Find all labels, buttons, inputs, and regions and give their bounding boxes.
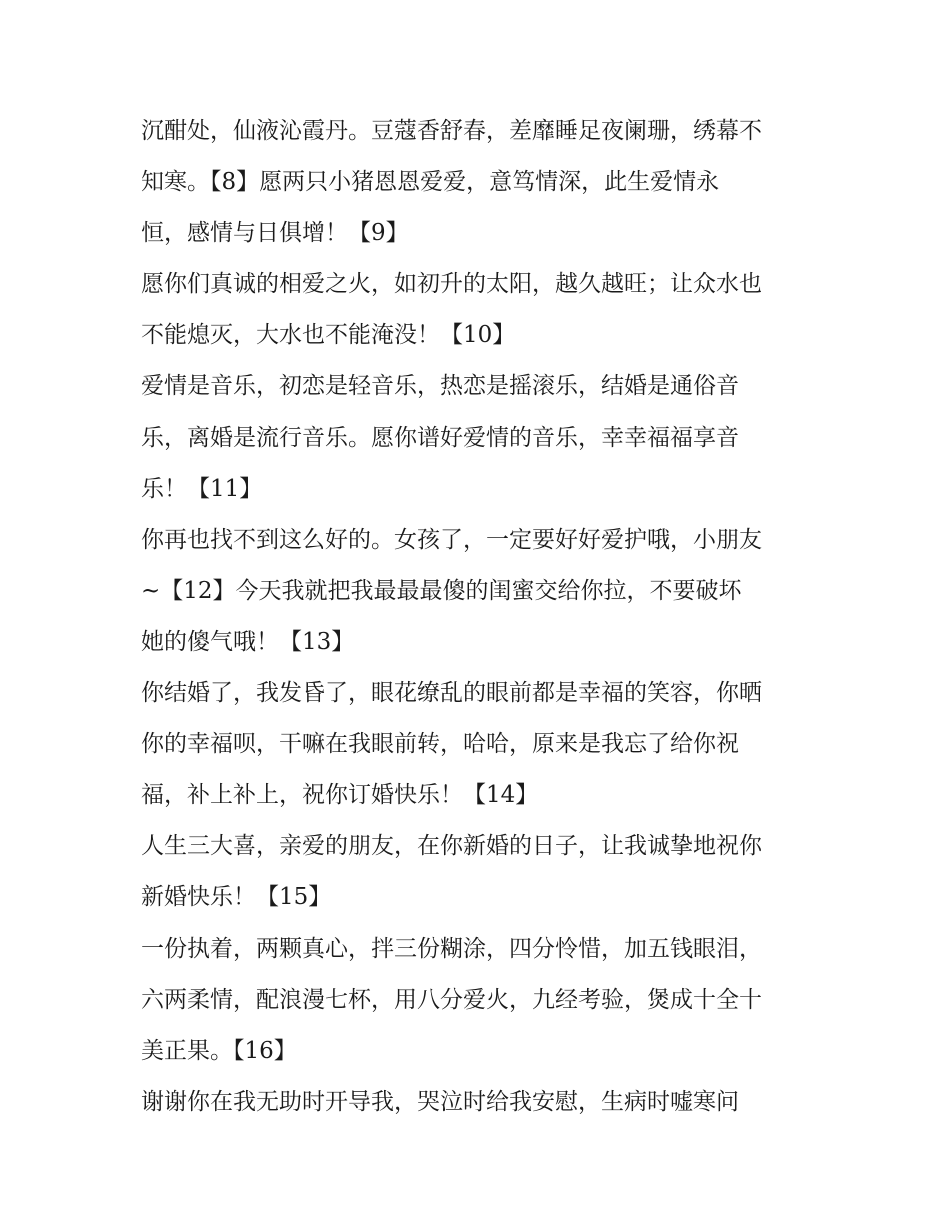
text-line: 福，补上补上，祝你订婚快乐！【14】 [141, 782, 539, 809]
text-line: 美正果。【16】 [141, 1037, 297, 1064]
text-line: 她的傻气哦！【13】 [141, 628, 355, 655]
text-line: 一份执着，两颗真心，拌三份糊涂，四分怜惜，加五钱眼泪， [141, 935, 762, 962]
text-line: 恒，感情与日俱增！【9】 [141, 220, 409, 247]
text-line: 你再也找不到这么好的。女孩了，一定要好好爱护哦，小朋友 [141, 526, 762, 553]
text-line: 知寒。【8】愿两只小猪恩恩爱爱，意笃情深，此生爱情永 [141, 169, 720, 196]
text-line: 新婚快乐！【15】 [141, 884, 332, 911]
text-line: ~【12】今天我就把我最最最傻的闺蜜交给你拉，不要破坏 [141, 577, 742, 604]
text-line: 你结婚了，我发昏了，眼花缭乱的眼前都是幸福的笑容，你晒 [141, 680, 762, 707]
text-line: 六两柔情，配浪漫七杯，用八分爱火，九经考验，煲成十全十 [141, 986, 762, 1013]
text-line: 谢谢你在我无助时开导我，哭泣时给我安慰，生病时嘘寒问 [141, 1088, 739, 1115]
text-line: 沉酣处，仙液沁霞丹。豆蔻香舒春，差靡睡足夜阑珊，绣幕不 [141, 118, 762, 144]
text-line: 爱情是音乐，初恋是轻音乐，热恋是摇滚乐，结婚是通俗音 [141, 373, 739, 400]
text-line: 不能熄灭，大水也不能淹没！【10】 [141, 322, 516, 349]
text-line: 你的幸福呗，干嘛在我眼前转，哈哈，原来是我忘了给你祝 [141, 731, 739, 758]
text-line: 乐！【11】 [141, 475, 263, 502]
text-line: 愿你们真诚的相爱之火，如初升的太阳，越久越旺；让众水也 [141, 271, 762, 298]
body-text [141, 106, 831, 1128]
text-line: 乐，离婚是流行音乐。愿你谱好爱情的音乐，幸幸福福享音 [141, 424, 739, 451]
text-line: 人生三大喜，亲爱的朋友，在你新婚的日子，让我诚挚地祝你 [141, 833, 762, 860]
